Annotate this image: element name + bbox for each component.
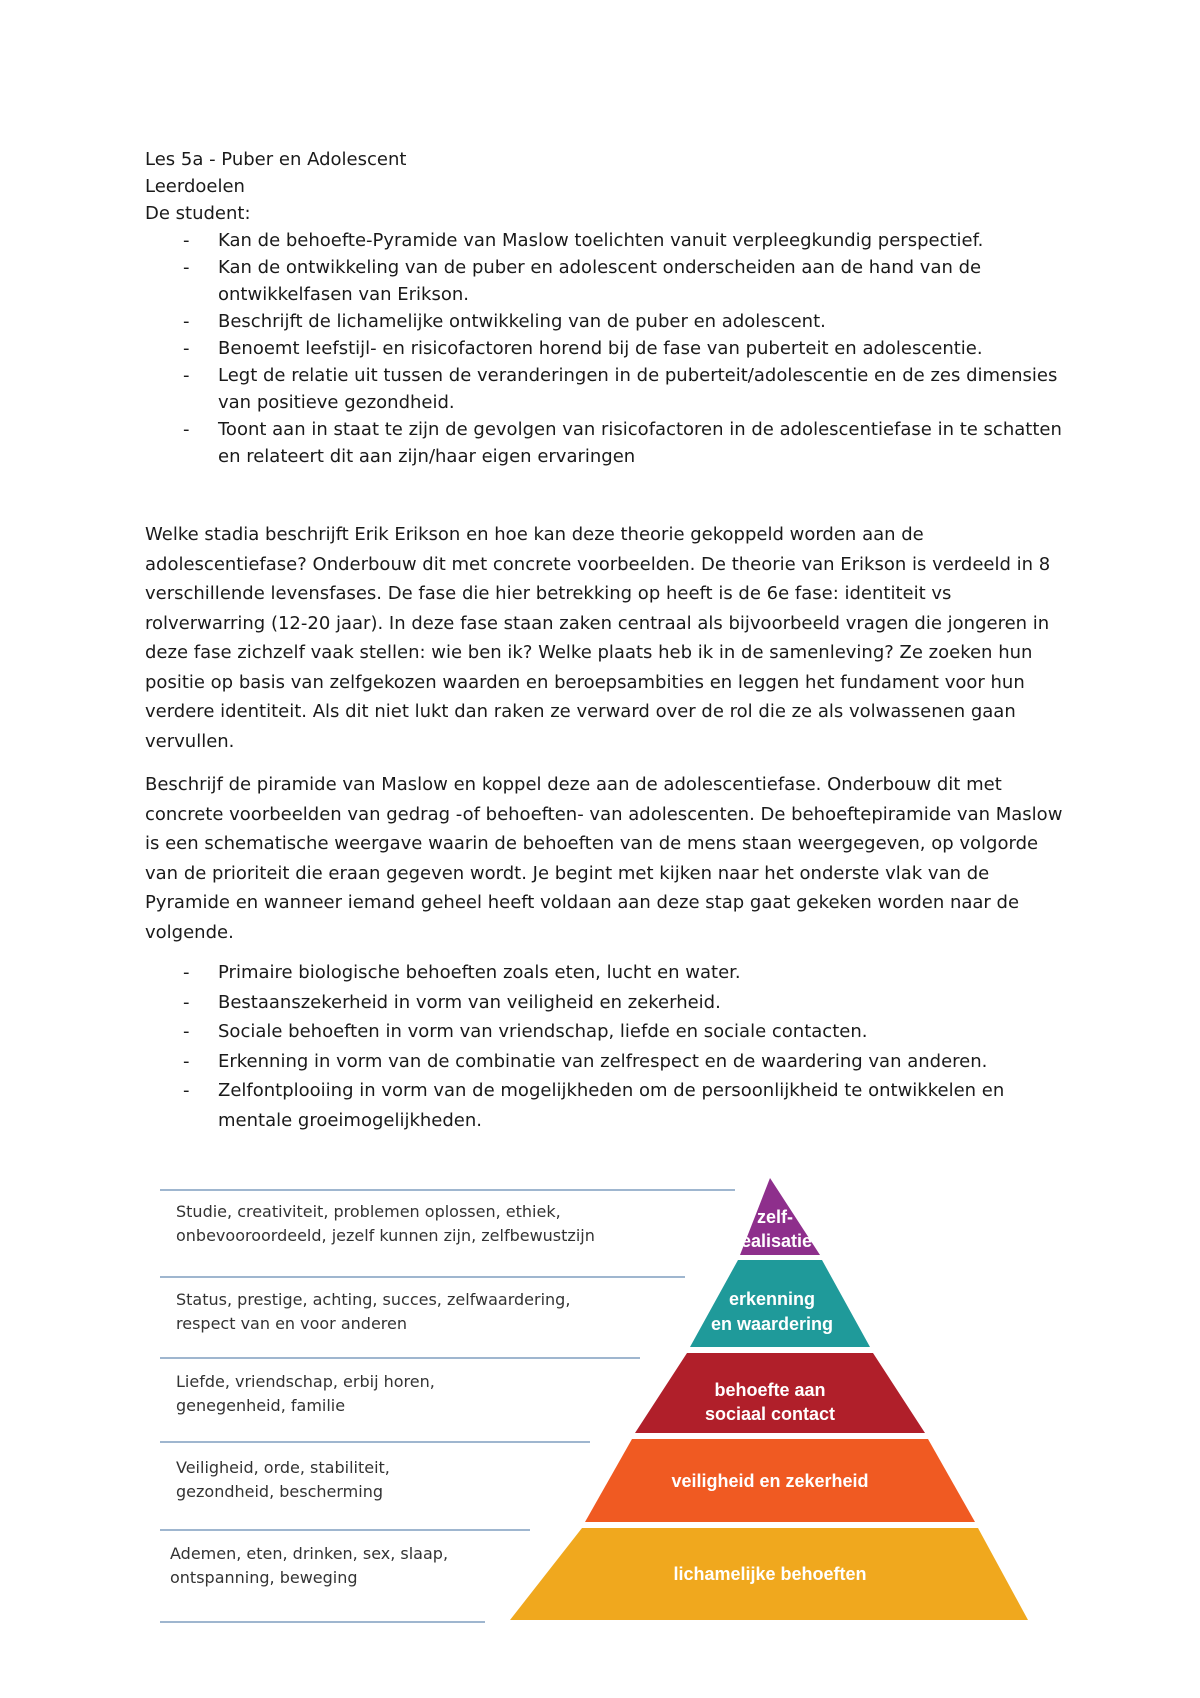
level-examples	[176, 1200, 616, 1248]
erikson-paragraph: Welke stadia beschrijft Erik Erikson en hoe kan deze theorie gekoppeld worden aan de adolescentiefase? Onderbouw dit met concrete voorbeelden. De theorie van Erikson is verdeeld in 8 verschillende levensfases. De fase die hier betrekking op heeft is de 6e fase: identiteit vs rolverwarring (12-20 jaar). In deze fase staan zaken centraal als bijvoorbeeld vragen die jongeren in deze fase zichzelf vaak stellen: wie ben ik? Welke plaats heb ik in de samenleving? Ze zoeken hun positie op basis van zelfgekozen waarden en beroepsambities en leggen het fundament voor hun verdere identiteit. Als dit niet lukt dan raken ze verward over de rol die ze als volwassenen gaan vervullen.	[145, 524, 1051, 752]
examples-line: Status, prestige, achting, succes, zelfwaardering,	[176, 1290, 571, 1309]
level-label: zelf-	[757, 1207, 793, 1227]
intro-line: De student:	[145, 203, 251, 224]
needs-list	[145, 958, 1065, 1135]
examples-line: genegenheid, familie	[176, 1396, 346, 1415]
level-label: behoefte aan	[714, 1380, 826, 1400]
list-item: - Beschrijft de lichamelijke ontwikkeling van de puber en adolescent.	[145, 308, 1065, 335]
section-heading: Leerdoelen	[145, 176, 245, 197]
level-examples	[176, 1288, 616, 1336]
level-examples	[176, 1370, 616, 1418]
level-label: sociaal contact	[704, 1404, 836, 1424]
list-item: - Sociale behoeften in vorm van vriendschap, liefde en sociale contacten.	[145, 1017, 1065, 1047]
level-label: veiligheid en zekerheid	[671, 1471, 869, 1491]
level-examples	[176, 1456, 616, 1504]
level-label: en waardering	[710, 1314, 834, 1334]
examples-line: Studie, creativiteit, problemen oplossen, ethiek,	[176, 1202, 561, 1221]
list-item: - Bestaanszekerheid in vorm van veiligheid en zekerheid.	[145, 988, 1065, 1018]
examples-line: gezondheid, bescherming	[176, 1482, 383, 1501]
examples-line: onbevooroordeeld, jezelf kunnen zijn, zelfbewustzijn	[176, 1226, 595, 1245]
list-item: - Benoemt leefstijl- en risicofactoren horend bij de fase van puberteit en adolescentie.	[145, 335, 1065, 362]
list-item: - Kan de ontwikkeling van de puber en adolescent onderscheiden aan de hand van de ontwikkelfasen van Erikson.	[145, 254, 1065, 308]
maslow-paragraph: Beschrijf de piramide van Maslow en koppel deze aan de adolescentiefase. Onderbouw dit met concrete voorbeelden van gedrag -of behoeften- van adolescenten. De behoeftepiramide van Maslow is een schematische weergave waarin de behoeften van de mens staan weergegeven, op volgorde van de prioriteit die eraan gegeven wordt. Je begint met kijken naar het onderste vlak van de Pyramide en wanneer iemand geheel heeft voldaan aan deze stap gaat gekeken worden naar de volgende.	[145, 774, 1063, 943]
list-item: - Erkenning in vorm van de combinatie van zelfrespect en de waardering van anderen.	[145, 1047, 1065, 1077]
document-title: Les 5a - Puber en Adolescent	[145, 149, 407, 170]
list-item: - Primaire biologische behoeften zoals eten, lucht en water.	[145, 958, 1065, 988]
list-item: - Kan de behoefte-Pyramide van Maslow toelichten vanuit verpleegkundig perspectief.	[145, 227, 1065, 254]
examples-line: Ademen, eten, drinken, sex, slaap,	[170, 1544, 449, 1563]
examples-line: Veiligheid, orde, stabiliteit,	[176, 1458, 390, 1477]
level-label: lichamelijke behoeften	[673, 1564, 867, 1584]
level-label: realisatie	[733, 1231, 813, 1251]
list-item: - Zelfontplooiing in vorm van de mogelijkheden om de persoonlijkheid te ontwikkelen en mentale groeimogelijkheden.	[145, 1076, 1065, 1135]
examples-line: Liefde, vriendschap, erbij horen,	[176, 1372, 435, 1391]
maslow-pyramid-figure	[0, 1160, 1200, 1640]
examples-line: ontspanning, beweging	[170, 1568, 358, 1587]
list-item: - Toont aan in staat te zijn de gevolgen van risicofactoren in de adolescentiefase in te schatten en relateert dit aan zijn/haar eigen ervaringen	[145, 416, 1065, 470]
level-examples	[170, 1542, 610, 1590]
examples-line: respect van en voor anderen	[176, 1314, 407, 1333]
learning-goals-list	[145, 227, 1065, 470]
level-label: erkenning	[728, 1289, 816, 1309]
list-item: - Legt de relatie uit tussen de veranderingen in de puberteit/adolescentie en de zes dimensies van positieve gezondheid.	[145, 362, 1065, 416]
document-page	[145, 146, 1065, 1131]
